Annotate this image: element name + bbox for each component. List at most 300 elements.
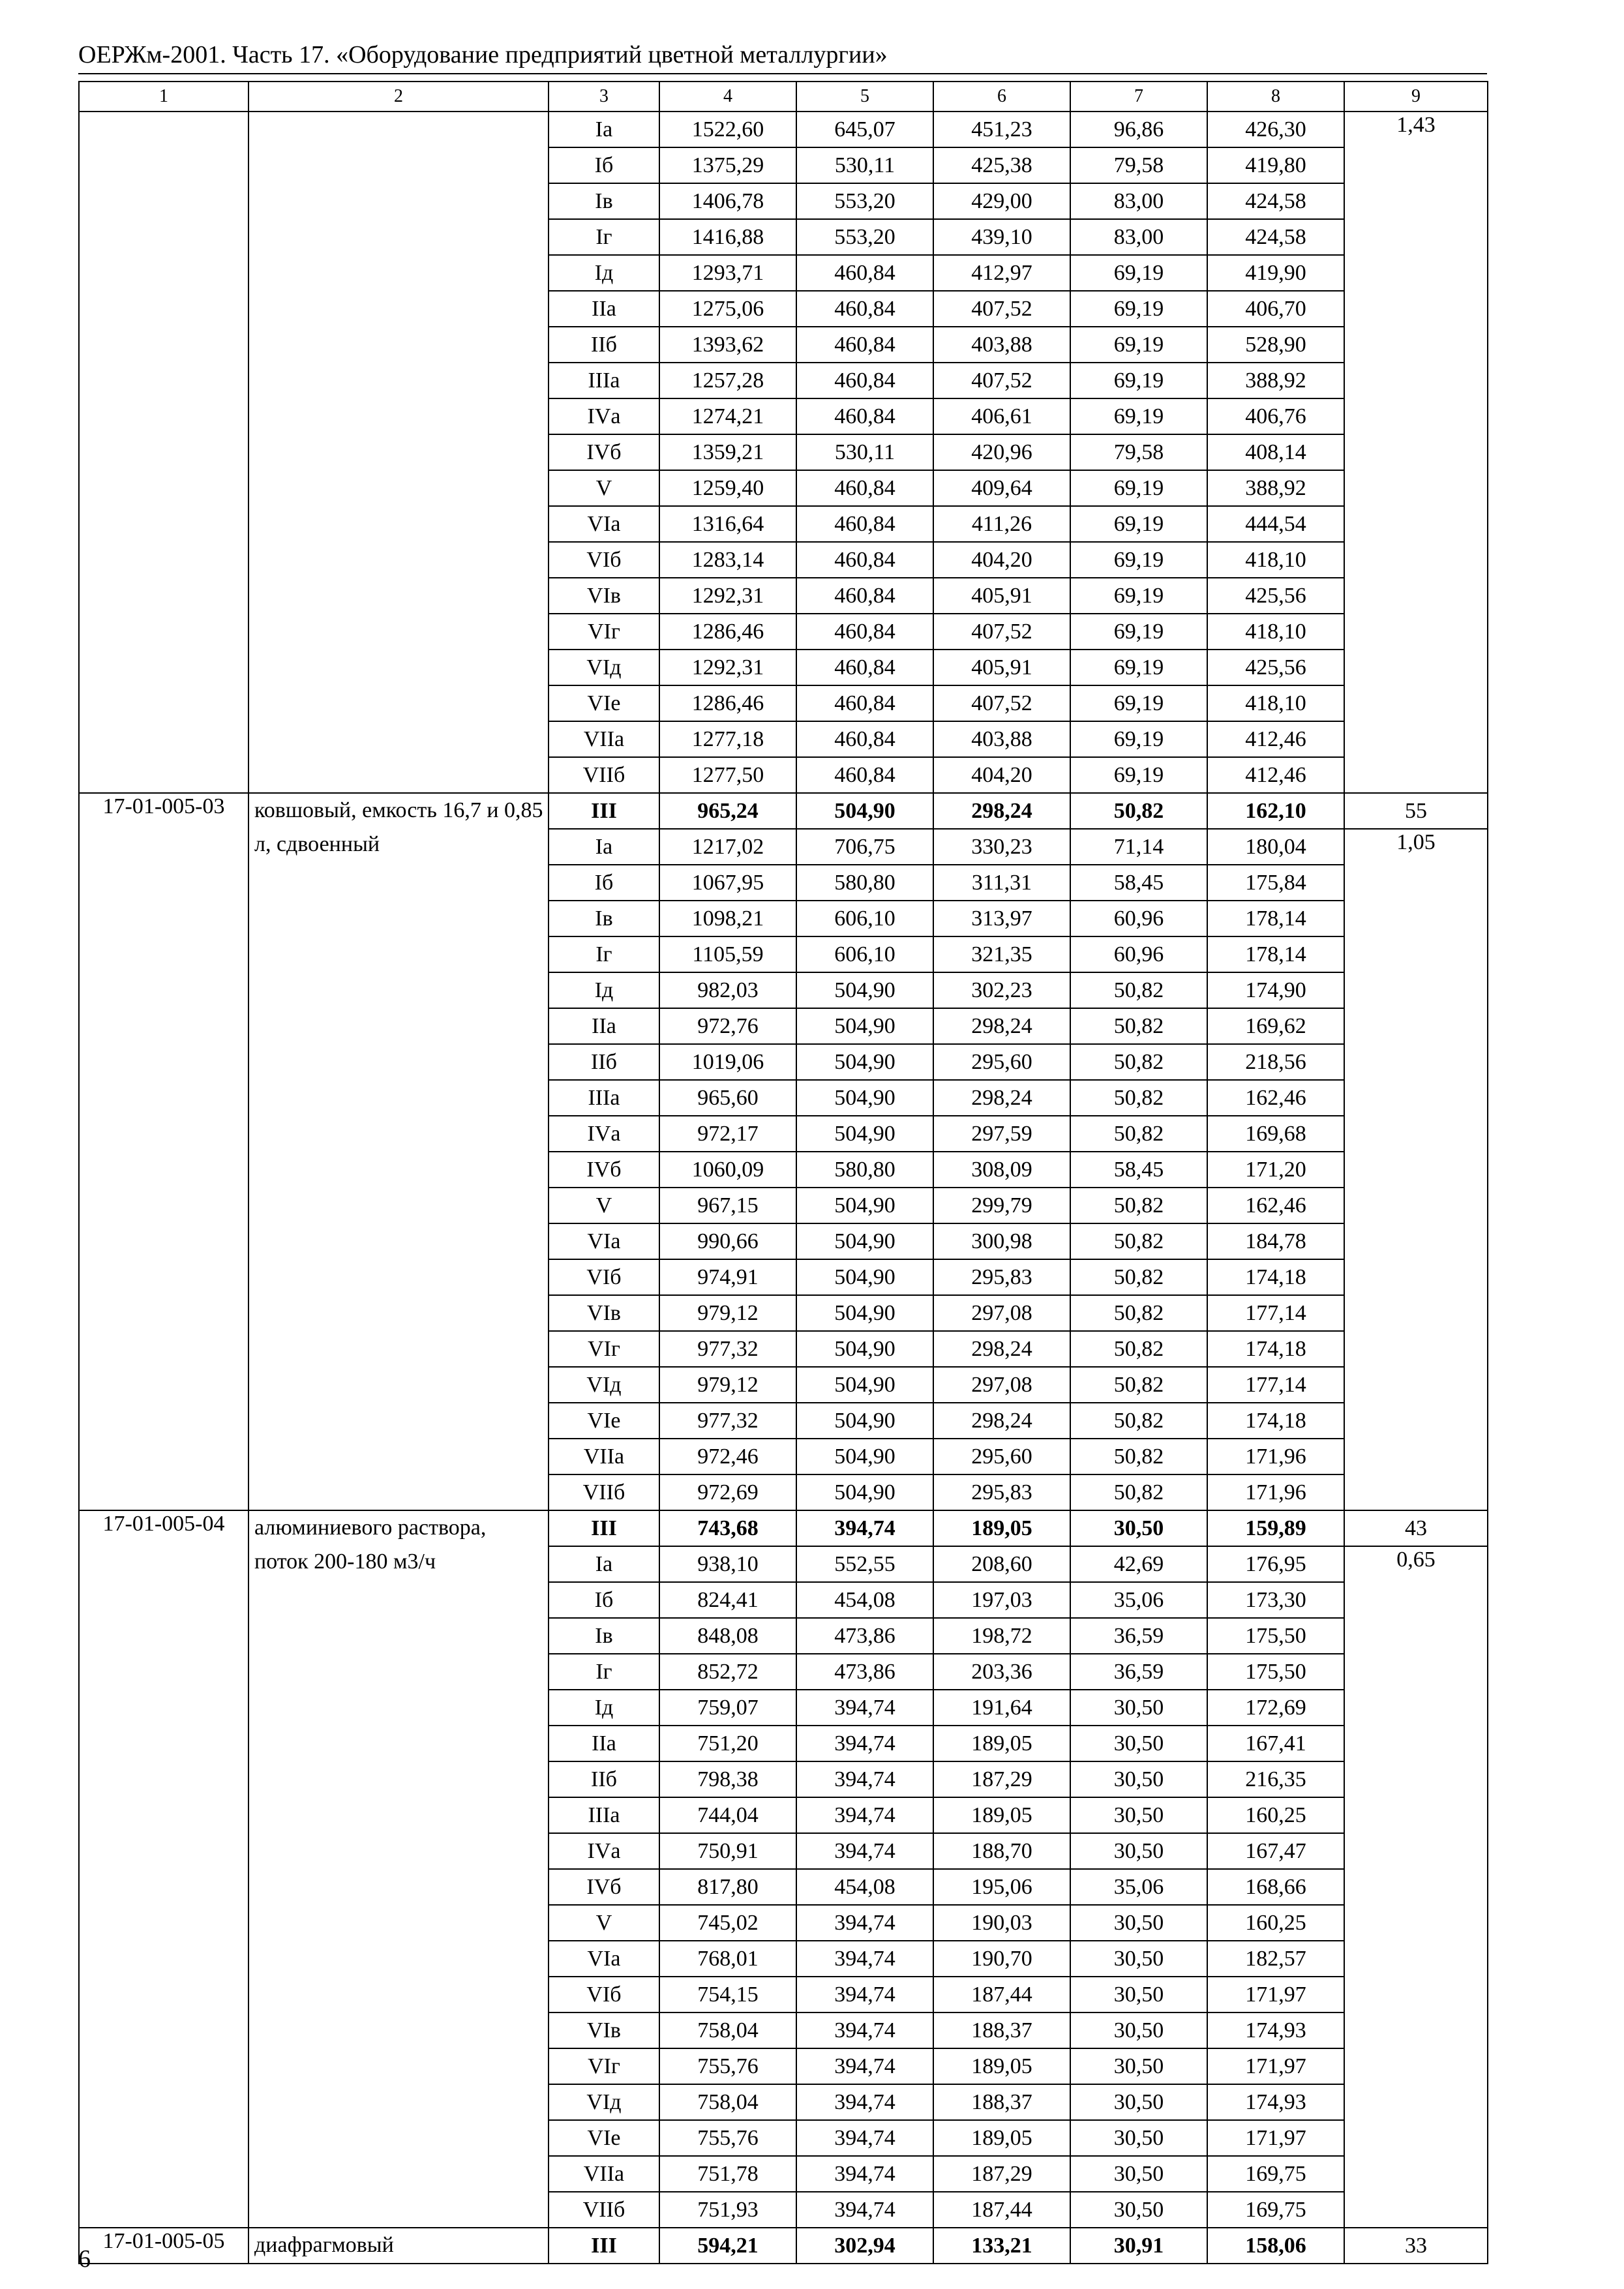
table-cell: 30,50 — [1070, 2048, 1207, 2084]
table-cell: 30,50 — [1070, 2120, 1207, 2156]
table-cell: 171,97 — [1207, 2120, 1344, 2156]
table-cell: 407,52 — [933, 685, 1070, 721]
table-row — [79, 112, 1488, 147]
table-cell: Iг — [549, 1654, 659, 1690]
table-cell: V — [549, 470, 659, 506]
table-cell: 50,82 — [1070, 793, 1207, 829]
column-number: 2 — [248, 82, 549, 112]
table-cell: 297,08 — [933, 1367, 1070, 1403]
table-cell: 504,90 — [796, 1403, 933, 1439]
table-cell: 302,94 — [796, 2228, 933, 2264]
table-cell: 1393,62 — [659, 327, 796, 363]
table-cell: IIб — [549, 327, 659, 363]
table-cell: 504,90 — [796, 1331, 933, 1367]
table-cell: 171,20 — [1207, 1152, 1344, 1188]
table-cell: 706,75 — [796, 829, 933, 865]
table-cell: 174,18 — [1207, 1259, 1344, 1295]
table-cell: 394,74 — [796, 1510, 933, 1546]
column-number: 4 — [659, 82, 796, 112]
table-cell: 409,64 — [933, 470, 1070, 506]
table-cell: 174,90 — [1207, 972, 1344, 1008]
table-cell: IVб — [549, 434, 659, 470]
table-cell: Iб — [549, 865, 659, 901]
table-cell: 30,50 — [1070, 1690, 1207, 1726]
table-cell: 394,74 — [796, 2012, 933, 2048]
table-cell: 79,58 — [1070, 147, 1207, 183]
table-cell: 460,84 — [796, 614, 933, 650]
table-cell: 297,59 — [933, 1116, 1070, 1152]
table-cell: 606,10 — [796, 936, 933, 972]
table-cell: 187,29 — [933, 1761, 1070, 1797]
table-cell: 394,74 — [796, 1905, 933, 1941]
table-cell: 504,90 — [796, 1474, 933, 1510]
table-cell: 203,36 — [933, 1654, 1070, 1690]
table-cell: IIIа — [549, 1797, 659, 1833]
table-cell-col9: 43 — [1344, 1510, 1488, 1546]
table-cell: VIб — [549, 542, 659, 578]
table-cell: 1286,46 — [659, 614, 796, 650]
table-cell: 187,44 — [933, 2192, 1070, 2228]
table-cell: 425,38 — [933, 147, 1070, 183]
table-cell: 852,72 — [659, 1654, 796, 1690]
table-cell: 1359,21 — [659, 434, 796, 470]
table-cell: 60,96 — [1070, 936, 1207, 972]
table-cell: 1275,06 — [659, 291, 796, 327]
table-cell: 174,93 — [1207, 2012, 1344, 2048]
page-header: ОЕРЖм-2001. Часть 17. «Оборудование предприятий цветной металлургии» — [78, 41, 888, 68]
table-cell: 188,70 — [933, 1833, 1070, 1869]
table-cell: 743,68 — [659, 1510, 796, 1546]
table-cell: IIа — [549, 291, 659, 327]
table-cell: 171,97 — [1207, 1977, 1344, 2012]
table-cell: 162,46 — [1207, 1080, 1344, 1116]
table-cell: 50,82 — [1070, 1044, 1207, 1080]
table-cell: VIа — [549, 506, 659, 542]
table-cell: 751,20 — [659, 1726, 796, 1761]
page-number: 6 — [78, 2245, 91, 2273]
table-cell: 298,24 — [933, 793, 1070, 829]
table-cell: 295,60 — [933, 1044, 1070, 1080]
table-cell: 460,84 — [796, 578, 933, 614]
table-cell: 298,24 — [933, 1331, 1070, 1367]
table-cell: 182,57 — [1207, 1941, 1344, 1977]
table-cell: 1283,14 — [659, 542, 796, 578]
table-cell: 553,20 — [796, 219, 933, 255]
table-cell: 460,84 — [796, 506, 933, 542]
table-cell: 408,14 — [1207, 434, 1344, 470]
table-cell: 30,50 — [1070, 1726, 1207, 1761]
table-cell: 36,59 — [1070, 1654, 1207, 1690]
table-cell: 42,69 — [1070, 1546, 1207, 1582]
table-cell: 169,75 — [1207, 2156, 1344, 2192]
table-cell: 404,20 — [933, 542, 1070, 578]
header-rule — [78, 73, 1487, 74]
table-cell: 504,90 — [796, 972, 933, 1008]
table-cell: 189,05 — [933, 2048, 1070, 2084]
table-cell: 71,14 — [1070, 829, 1207, 865]
table-cell: 504,90 — [796, 1439, 933, 1474]
table-cell: 171,96 — [1207, 1439, 1344, 1474]
table-cell: 218,56 — [1207, 1044, 1344, 1080]
table-cell: 460,84 — [796, 255, 933, 291]
table-cell: IIа — [549, 1726, 659, 1761]
table-cell: 35,06 — [1070, 1869, 1207, 1905]
table-cell: 974,91 — [659, 1259, 796, 1295]
table-cell: 755,76 — [659, 2048, 796, 2084]
table-cell: 1277,18 — [659, 721, 796, 757]
table-cell: 187,44 — [933, 1977, 1070, 2012]
table-cell: 412,97 — [933, 255, 1070, 291]
table-cell: 300,98 — [933, 1223, 1070, 1259]
table-cell: III — [549, 2228, 659, 2264]
table-cell: 30,50 — [1070, 1977, 1207, 2012]
table-cell: 178,14 — [1207, 901, 1344, 936]
table-cell: Iг — [549, 219, 659, 255]
table-cell: 180,04 — [1207, 829, 1344, 865]
table-cell: 188,37 — [933, 2084, 1070, 2120]
table-cell: 751,78 — [659, 2156, 796, 2192]
table-cell: 405,91 — [933, 650, 1070, 685]
table-cell: VIе — [549, 1403, 659, 1439]
table-cell: 407,52 — [933, 614, 1070, 650]
table-cell: 504,90 — [796, 1259, 933, 1295]
table-cell: VIе — [549, 2120, 659, 2156]
table-cell: 744,04 — [659, 1797, 796, 1833]
table-cell: 407,52 — [933, 291, 1070, 327]
table-cell: 69,19 — [1070, 685, 1207, 721]
table-cell: 171,97 — [1207, 2048, 1344, 2084]
table-cell: 171,96 — [1207, 1474, 1344, 1510]
table-cell: 169,75 — [1207, 2192, 1344, 2228]
table-cell: 58,45 — [1070, 865, 1207, 901]
table-cell: VIв — [549, 1295, 659, 1331]
table-cell: 768,01 — [659, 1941, 796, 1977]
table-cell: 208,60 — [933, 1546, 1070, 1582]
table-cell: 406,76 — [1207, 398, 1344, 434]
table-cell: 160,25 — [1207, 1797, 1344, 1833]
table-cell: 159,89 — [1207, 1510, 1344, 1546]
coefficient-cell: 1,43 — [1344, 112, 1488, 793]
table-cell: 50,82 — [1070, 972, 1207, 1008]
table-cell: 298,24 — [933, 1403, 1070, 1439]
table-cell: 172,69 — [1207, 1690, 1344, 1726]
table-cell: 69,19 — [1070, 542, 1207, 578]
table-cell: 530,11 — [796, 147, 933, 183]
table-cell: 460,84 — [796, 291, 933, 327]
table-cell: 553,20 — [796, 183, 933, 219]
table-cell: 965,24 — [659, 793, 796, 829]
table-cell: 174,93 — [1207, 2084, 1344, 2120]
table-cell: 188,37 — [933, 2012, 1070, 2048]
column-number: 7 — [1070, 82, 1207, 112]
table-cell: 967,15 — [659, 1188, 796, 1223]
table-cell-col9: 33 — [1344, 2228, 1488, 2264]
table-cell: 50,82 — [1070, 1295, 1207, 1331]
rates-table-container — [78, 81, 1487, 2264]
table-cell: 311,31 — [933, 865, 1070, 901]
table-cell: 1019,06 — [659, 1044, 796, 1080]
table-cell: 411,26 — [933, 506, 1070, 542]
table-cell: 504,90 — [796, 1008, 933, 1044]
table-cell: III — [549, 1510, 659, 1546]
table-cell: 321,35 — [933, 936, 1070, 972]
table-cell: 295,60 — [933, 1439, 1070, 1474]
table-cell: 30,50 — [1070, 1510, 1207, 1546]
table-cell: 299,79 — [933, 1188, 1070, 1223]
table-cell: 176,95 — [1207, 1546, 1344, 1582]
table-cell: 972,76 — [659, 1008, 796, 1044]
table-cell: Iв — [549, 183, 659, 219]
table-cell: 745,02 — [659, 1905, 796, 1941]
table-cell: 69,19 — [1070, 757, 1207, 793]
table-cell: 424,58 — [1207, 183, 1344, 219]
table-cell: 30,50 — [1070, 1905, 1207, 1941]
table-cell: 50,82 — [1070, 1259, 1207, 1295]
table-cell: 1105,59 — [659, 936, 796, 972]
table-cell: VIв — [549, 2012, 659, 2048]
table-cell: 30,50 — [1070, 1941, 1207, 1977]
column-number: 9 — [1344, 82, 1488, 112]
table-cell: 195,06 — [933, 1869, 1070, 1905]
table-cell: 407,52 — [933, 363, 1070, 398]
table-cell: VIд — [549, 2084, 659, 2120]
table-cell: 69,19 — [1070, 291, 1207, 327]
table-cell: 394,74 — [796, 1833, 933, 1869]
table-cell: 50,82 — [1070, 1403, 1207, 1439]
table-cell: 394,74 — [796, 2084, 933, 2120]
table-cell: VIIб — [549, 757, 659, 793]
table-cell: 1277,50 — [659, 757, 796, 793]
table-cell: 177,14 — [1207, 1295, 1344, 1331]
table-cell: 645,07 — [796, 112, 933, 147]
table-cell: 751,93 — [659, 2192, 796, 2228]
table-cell: 50,82 — [1070, 1080, 1207, 1116]
table-cell: 191,64 — [933, 1690, 1070, 1726]
table-cell: 394,74 — [796, 2048, 933, 2084]
table-cell: 162,46 — [1207, 1188, 1344, 1223]
table-cell: 460,84 — [796, 685, 933, 721]
table-cell: VIа — [549, 1223, 659, 1259]
table-cell: 460,84 — [796, 398, 933, 434]
table-cell: 972,46 — [659, 1439, 796, 1474]
table-cell: 979,12 — [659, 1295, 796, 1331]
table-cell: 990,66 — [659, 1223, 796, 1259]
column-number: 6 — [933, 82, 1070, 112]
table-cell: 504,90 — [796, 1367, 933, 1403]
column-number: 3 — [549, 82, 659, 112]
table-cell: 30,50 — [1070, 1797, 1207, 1833]
table-cell: 444,54 — [1207, 506, 1344, 542]
table-cell: 394,74 — [796, 1690, 933, 1726]
table-cell: 69,19 — [1070, 578, 1207, 614]
table-cell: 425,56 — [1207, 578, 1344, 614]
table-cell: 83,00 — [1070, 183, 1207, 219]
table-cell: 454,08 — [796, 1869, 933, 1905]
table-cell: 189,05 — [933, 1510, 1070, 1546]
table-cell: 394,74 — [796, 2192, 933, 2228]
table-cell: 50,82 — [1070, 1331, 1207, 1367]
table-cell: IVа — [549, 1833, 659, 1869]
table-cell: 406,70 — [1207, 291, 1344, 327]
table-cell: 50,82 — [1070, 1116, 1207, 1152]
table-cell: VIд — [549, 1367, 659, 1403]
table-cell: 60,96 — [1070, 901, 1207, 936]
table-cell: 69,19 — [1070, 614, 1207, 650]
table-cell: VIа — [549, 1941, 659, 1977]
table-cell: 420,96 — [933, 434, 1070, 470]
table-cell: 460,84 — [796, 327, 933, 363]
table-cell: 295,83 — [933, 1259, 1070, 1295]
table-cell: 1274,21 — [659, 398, 796, 434]
table-cell: 473,86 — [796, 1654, 933, 1690]
table-cell: 418,10 — [1207, 614, 1344, 650]
table-cell: IVа — [549, 398, 659, 434]
table-cell: 1416,88 — [659, 219, 796, 255]
table-cell: 197,03 — [933, 1582, 1070, 1618]
table-cell: 1406,78 — [659, 183, 796, 219]
table-cell: 394,74 — [796, 2120, 933, 2156]
table-cell: VIг — [549, 2048, 659, 2084]
table-cell: 504,90 — [796, 1044, 933, 1080]
table-cell: 451,23 — [933, 112, 1070, 147]
table-cell: 848,08 — [659, 1618, 796, 1654]
rate-code — [79, 112, 248, 793]
table-cell: 162,10 — [1207, 793, 1344, 829]
table-cell: 394,74 — [796, 2156, 933, 2192]
table-cell: 302,23 — [933, 972, 1070, 1008]
table-cell: 1286,46 — [659, 685, 796, 721]
table-cell: 83,00 — [1070, 219, 1207, 255]
table-row-main — [79, 1510, 1488, 1546]
table-cell: 388,92 — [1207, 470, 1344, 506]
table-cell: 504,90 — [796, 1080, 933, 1116]
rate-code: 17-01-005-05 — [79, 2228, 248, 2264]
table-cell: 977,32 — [659, 1403, 796, 1439]
table-cell: 79,58 — [1070, 434, 1207, 470]
table-row-main — [79, 793, 1488, 829]
table-cell: VIе — [549, 685, 659, 721]
table-cell: 69,19 — [1070, 327, 1207, 363]
table-row-main — [79, 2228, 1488, 2264]
table-cell: 30,91 — [1070, 2228, 1207, 2264]
table-cell: 35,06 — [1070, 1582, 1207, 1618]
table-cell: 817,80 — [659, 1869, 796, 1905]
table-cell: Iд — [549, 255, 659, 291]
table-cell: 1522,60 — [659, 112, 796, 147]
table-cell: 69,19 — [1070, 470, 1207, 506]
table-cell: 30,50 — [1070, 2192, 1207, 2228]
table-cell: 504,90 — [796, 1116, 933, 1152]
table-cell: 96,86 — [1070, 112, 1207, 147]
table-cell: 50,82 — [1070, 1008, 1207, 1044]
table-cell: 394,74 — [796, 1977, 933, 2012]
table-cell: 167,47 — [1207, 1833, 1344, 1869]
table-cell: 460,84 — [796, 542, 933, 578]
table-cell: 308,09 — [933, 1152, 1070, 1188]
table-cell: Iа — [549, 1546, 659, 1582]
table-cell-col9: 55 — [1344, 793, 1488, 829]
table-cell: IVб — [549, 1152, 659, 1188]
table-cell: VIб — [549, 1977, 659, 2012]
rate-name: диафрагмовый — [248, 2228, 549, 2264]
table-cell: 69,19 — [1070, 398, 1207, 434]
table-cell: 418,10 — [1207, 685, 1344, 721]
table-cell: Iд — [549, 972, 659, 1008]
table-cell: 824,41 — [659, 1582, 796, 1618]
table-cell: 175,50 — [1207, 1618, 1344, 1654]
table-cell: 189,05 — [933, 2120, 1070, 2156]
table-cell: 1098,21 — [659, 901, 796, 936]
table-cell: IIб — [549, 1761, 659, 1797]
table-cell: 30,50 — [1070, 2156, 1207, 2192]
table-cell: 69,19 — [1070, 506, 1207, 542]
table-cell: 424,58 — [1207, 219, 1344, 255]
table-cell: 394,74 — [796, 1941, 933, 1977]
table-cell: 439,10 — [933, 219, 1070, 255]
column-number: 1 — [79, 82, 248, 112]
table-cell: VIв — [549, 578, 659, 614]
table-cell: 36,59 — [1070, 1618, 1207, 1654]
table-cell: 429,00 — [933, 183, 1070, 219]
table-cell: 313,97 — [933, 901, 1070, 936]
table-cell: 606,10 — [796, 901, 933, 936]
table-cell: 198,72 — [933, 1618, 1070, 1654]
table-cell: 69,19 — [1070, 721, 1207, 757]
table-cell: 169,62 — [1207, 1008, 1344, 1044]
table-cell: 175,50 — [1207, 1654, 1344, 1690]
column-number: 5 — [796, 82, 933, 112]
table-cell: VIIб — [549, 1474, 659, 1510]
table-cell: 580,80 — [796, 1152, 933, 1188]
table-cell: 504,90 — [796, 793, 933, 829]
table-cell: 594,21 — [659, 2228, 796, 2264]
table-cell: 297,08 — [933, 1295, 1070, 1331]
table-cell: 174,18 — [1207, 1403, 1344, 1439]
table-cell: 938,10 — [659, 1546, 796, 1582]
table-cell: 158,06 — [1207, 2228, 1344, 2264]
table-cell: 167,41 — [1207, 1726, 1344, 1761]
coefficient-cell: 1,05 — [1344, 829, 1488, 1510]
table-cell: 759,07 — [659, 1690, 796, 1726]
table-cell: Iв — [549, 1618, 659, 1654]
table-cell: Iв — [549, 901, 659, 936]
table-cell: 168,66 — [1207, 1869, 1344, 1905]
table-cell: 1067,95 — [659, 865, 796, 901]
table-cell: 298,24 — [933, 1008, 1070, 1044]
table-cell: IIа — [549, 1008, 659, 1044]
table-cell: 30,50 — [1070, 2084, 1207, 2120]
table-cell: 754,15 — [659, 1977, 796, 2012]
table-cell: 1217,02 — [659, 829, 796, 865]
table-cell: 460,84 — [796, 757, 933, 793]
table-cell: 979,12 — [659, 1367, 796, 1403]
table-cell: 30,50 — [1070, 1833, 1207, 1869]
table-cell: 388,92 — [1207, 363, 1344, 398]
rates-table — [78, 81, 1488, 2264]
table-cell: 1316,64 — [659, 506, 796, 542]
table-cell: IIб — [549, 1044, 659, 1080]
rate-name — [248, 112, 549, 793]
table-cell: 965,60 — [659, 1080, 796, 1116]
table-cell: 58,45 — [1070, 1152, 1207, 1188]
rate-name: ковшовый, емкость 16,7 и 0,85 л, сдвоенный — [248, 793, 549, 1510]
table-cell: 552,55 — [796, 1546, 933, 1582]
table-cell: 1293,71 — [659, 255, 796, 291]
table-cell: VIд — [549, 650, 659, 685]
table-cell: 169,68 — [1207, 1116, 1344, 1152]
table-cell: 530,11 — [796, 434, 933, 470]
table-cell: 425,56 — [1207, 650, 1344, 685]
